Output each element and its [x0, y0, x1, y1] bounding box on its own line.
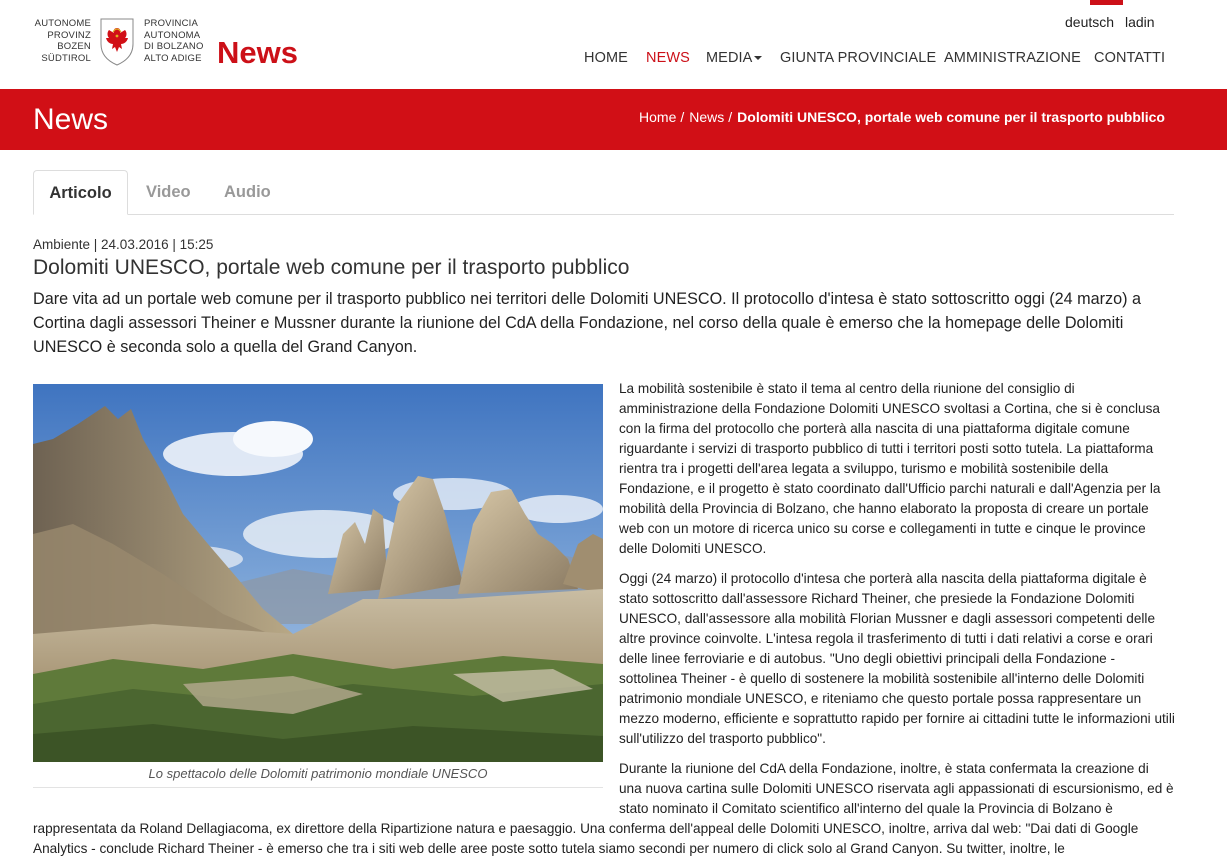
language-deutsch-link[interactable]: deutsch: [1065, 14, 1115, 30]
logo-text-it: [144, 18, 224, 64]
tab-articolo[interactable]: Articolo: [33, 170, 128, 215]
logo-text-de: [33, 18, 91, 64]
article-paragraph-3: Durante la riunione del CdA della Fondazione, inoltre, è stata confermata la creazione di una nuova cartina sulle Dolomiti UNESCO riservata agli appassionati di escursionismo, ed è stato nominato il Comitato scientifico all'interno del quale la Provincia di Bolzano è: [619, 761, 1174, 816]
nav-media-label: MEDIA: [706, 50, 753, 66]
tabs-divider: [33, 214, 1174, 215]
logo-line: DI BOLZANO: [144, 41, 204, 52]
breadcrumb-current: Dolomiti UNESCO, portale web comune per il trasporto pubblico: [737, 109, 1165, 125]
active-language-marker: [1090, 0, 1123, 5]
nav-contatti[interactable]: CONTATTI: [1094, 50, 1166, 66]
article-title: Dolomiti UNESCO, portale web comune per il trasporto pubblico: [33, 256, 630, 279]
article-paragraph-2: Oggi (24 marzo) il protocollo d'intesa che porterà alla nascita della piattaforma digitale è stato sottoscritto dall'assessore Richard Theiner, che presiede la Fondazione Dolomiti UNESCO, dall'assessore alla mobilità Florian Mussner e dagli assessori competenti delle altre province coinvolte. L'intesa regola il trasferimento di tutti i dati relativi a corse e orari delle linee ferroviarie e di autobus. "Uno degli obiettivi principali della Fondazione - sottolinea Theiner - è quello di sostenere la mobilità sostenibile all'interno delle Dolomiti patrimonio mondiale UNESCO, e riteniamo che questo portale possa rappresentare un mezzo moderno, efficiente e soprattutto rapido per fornire ai cittadini tutte le informazioni utili sull'utilizzo del trasporto pubblico".: [619, 571, 1175, 746]
site-header: [0, 0, 1227, 89]
breadcrumb-home[interactable]: Home: [639, 109, 677, 125]
logo-line: AUTONOME: [34, 18, 91, 29]
breadcrumb: [639, 109, 1165, 125]
image-caption: Lo spettacolo delle Dolomiti patrimonio mondiale UNESCO: [148, 766, 488, 781]
article-paragraph-3-continued: rappresentata da Roland Dellagiacoma, ex direttore della Ripartizione natura e paesaggio. Una conferma dell'appeal delle Dolomiti UNESCO, inoltre, arriva dal web: "Dai dati di Google Analytics - conclude Richard Theiner - è emerso che tra i siti web delle aree poste sotto tutela siamo secondi per numero di click solo al Grand Canyon. Su twitter, inoltre, le: [33, 821, 1139, 856]
caret-down-icon: [754, 56, 762, 60]
article-lead: Dare vita ad un portale web comune per il trasporto pubblico nei territori delle Dolomiti UNESCO. Il protocollo d'intesa è stato sottoscritto oggi (24 marzo) a Cortina dagli assessori Theiner e Mussner durante la riunione del CdA della Fondazione, nel corso della quale è emerso che la homepage delle Dolomiti UNESCO è seconda solo a quella del Grand Canyon.: [33, 290, 1141, 356]
page-title: News: [33, 103, 109, 136]
article-meta: Ambiente | 24.03.2016 | 15:25: [33, 237, 214, 252]
logo-line: BOZEN: [57, 41, 91, 52]
breadcrumb-news[interactable]: News: [689, 109, 725, 125]
site-brand-title[interactable]: News: [217, 35, 298, 70]
article-paragraph-1: La mobilità sostenibile è stato il tema al centro della riunione del consiglio di amministrazione della Fondazione Dolomiti UNESCO svoltasi a Cortina, che si è conclusa con la firma del protocollo che porterà alla nascita di una piattaforma digitale comune riguardante i servizi di trasporto pubblico di tutti i territori posti sotto tutela. La piattaforma rientra tra i progetti dell'area legata a sviluppo, turismo e mobilità sostenibile della Fondazione, e il progetto è stato coordinato dall'Ufficio parchi naturali e dall'Agenzia per la mobilità della Provincia di Bolzano, che hanno elaborato la proposta di creare un portale web con un motore di ricerca unico su corse e collegamenti in tutte e cinque le province delle Dolomiti UNESCO.: [619, 381, 1161, 556]
logo-line: AUTONOMA: [144, 29, 201, 41]
caption-divider: [33, 787, 603, 788]
nav-amministrazione[interactable]: AMMINISTRAZIONE: [944, 50, 1081, 66]
eagle-shield-icon: [98, 16, 136, 66]
logo-line: PROVINCIA: [144, 18, 199, 29]
tab-audio[interactable]: Audio: [224, 183, 271, 201]
breadcrumb-separator: /: [728, 109, 733, 125]
nav-giunta-provinciale[interactable]: GIUNTA PROVINCIALE: [780, 50, 937, 66]
logo-line: ALTO ADIGE: [144, 52, 202, 64]
breadcrumb-separator: /: [680, 109, 685, 125]
language-ladin-link[interactable]: ladin: [1125, 14, 1155, 30]
tab-video[interactable]: Video: [146, 183, 191, 201]
page-title-band: [0, 89, 1227, 150]
dolomites-landscape-image: [33, 384, 603, 762]
nav-media[interactable]: [706, 50, 762, 70]
nav-news[interactable]: NEWS: [646, 50, 690, 66]
logo-line: PROVINZ: [47, 29, 91, 41]
article-image[interactable]: [33, 384, 603, 762]
nav-home[interactable]: HOME: [584, 50, 628, 66]
logo-line: SÜDTIROL: [41, 52, 91, 64]
